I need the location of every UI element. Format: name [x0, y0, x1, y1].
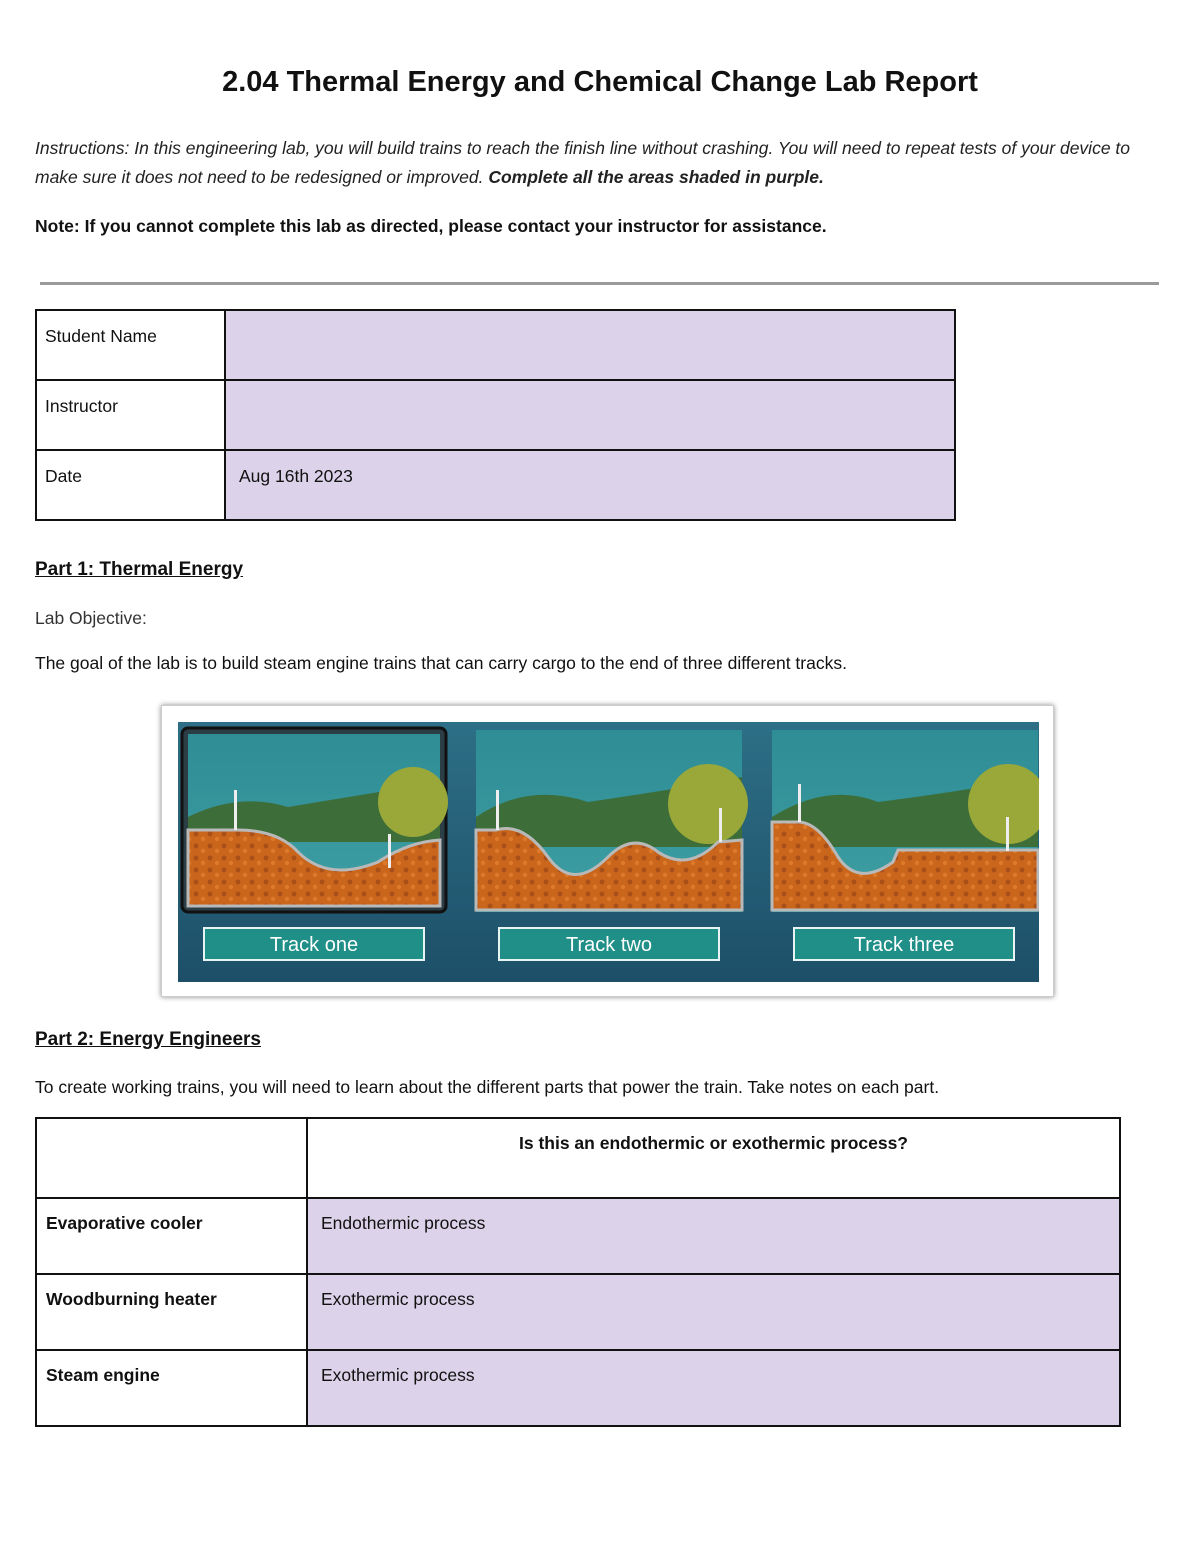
tracks-figure: [161, 705, 1054, 997]
track-two-button[interactable]: [499, 928, 719, 960]
date-label: Date: [36, 450, 225, 520]
instructor-label: Instructor: [36, 380, 225, 450]
info-row-date: [36, 450, 955, 520]
assistance-note: Note: If you cannot complete this lab as directed, please contact your instructor for assistance.: [35, 216, 827, 236]
info-row-instructor: [36, 380, 955, 450]
table-row: [36, 1274, 1120, 1350]
parts-header-row: [36, 1118, 1120, 1198]
lab-objective-label: Lab Objective:: [35, 608, 147, 628]
instructions-emphasis: Complete all the areas shaded in purple.: [488, 167, 824, 187]
part1-heading: Part 1: Thermal Energy: [35, 559, 244, 580]
track-two-panel[interactable]: [476, 730, 748, 912]
track-one-label: Track one: [269, 934, 359, 956]
part2-intro: To create working trains, you will need to learn about the different parts that power the train. Take notes on each part.: [35, 1077, 940, 1097]
answer-steam-engine[interactable]: Exothermic process: [307, 1350, 1120, 1426]
page-title: 2.04 Thermal Energy and Chemical Change Lab Report: [222, 66, 978, 98]
part-name-woodburning-heater: Woodburning heater: [36, 1274, 307, 1350]
track-three-panel[interactable]: [772, 730, 1039, 912]
parts-header-empty: [36, 1118, 307, 1198]
table-row: [36, 1350, 1120, 1426]
answer-woodburning-heater[interactable]: Exothermic process: [307, 1274, 1120, 1350]
track-three-button[interactable]: [794, 928, 1014, 960]
process-column-header: Is this an endothermic or exothermic process?: [307, 1118, 1120, 1198]
answer-evaporative-cooler[interactable]: Endothermic process: [307, 1198, 1120, 1274]
instructor-field[interactable]: [225, 380, 955, 450]
horizontal-divider: [40, 282, 1159, 285]
instructions: [35, 134, 1155, 192]
energy-parts-table: [35, 1117, 1121, 1427]
track-two-label: Track two: [566, 934, 652, 956]
student-name-label: Student Name: [36, 310, 225, 380]
student-info-table: [35, 309, 956, 521]
tracks-illustration: [178, 722, 1039, 982]
table-row: [36, 1198, 1120, 1274]
instructions-text: Instructions: In this engineering lab, you will build trains to reach the finish line without crashing. You will need to repeat tests of your device to make sure it does not need to be redesigned or improved.: [35, 138, 1131, 187]
part2-heading: Part 2: Energy Engineers: [35, 1029, 261, 1050]
track-one-panel[interactable]: [182, 728, 448, 912]
part-name-evaporative-cooler: Evaporative cooler: [36, 1198, 307, 1274]
track-one-button[interactable]: [204, 928, 424, 960]
part-name-steam-engine: Steam engine: [36, 1350, 307, 1426]
student-name-field[interactable]: [225, 310, 955, 380]
date-field[interactable]: Aug 16th 2023: [225, 450, 955, 520]
track-three-label: Track three: [853, 934, 955, 956]
info-row-student-name: [36, 310, 955, 380]
lab-goal-text: The goal of the lab is to build steam engine trains that can carry cargo to the end of three different tracks.: [35, 653, 847, 673]
